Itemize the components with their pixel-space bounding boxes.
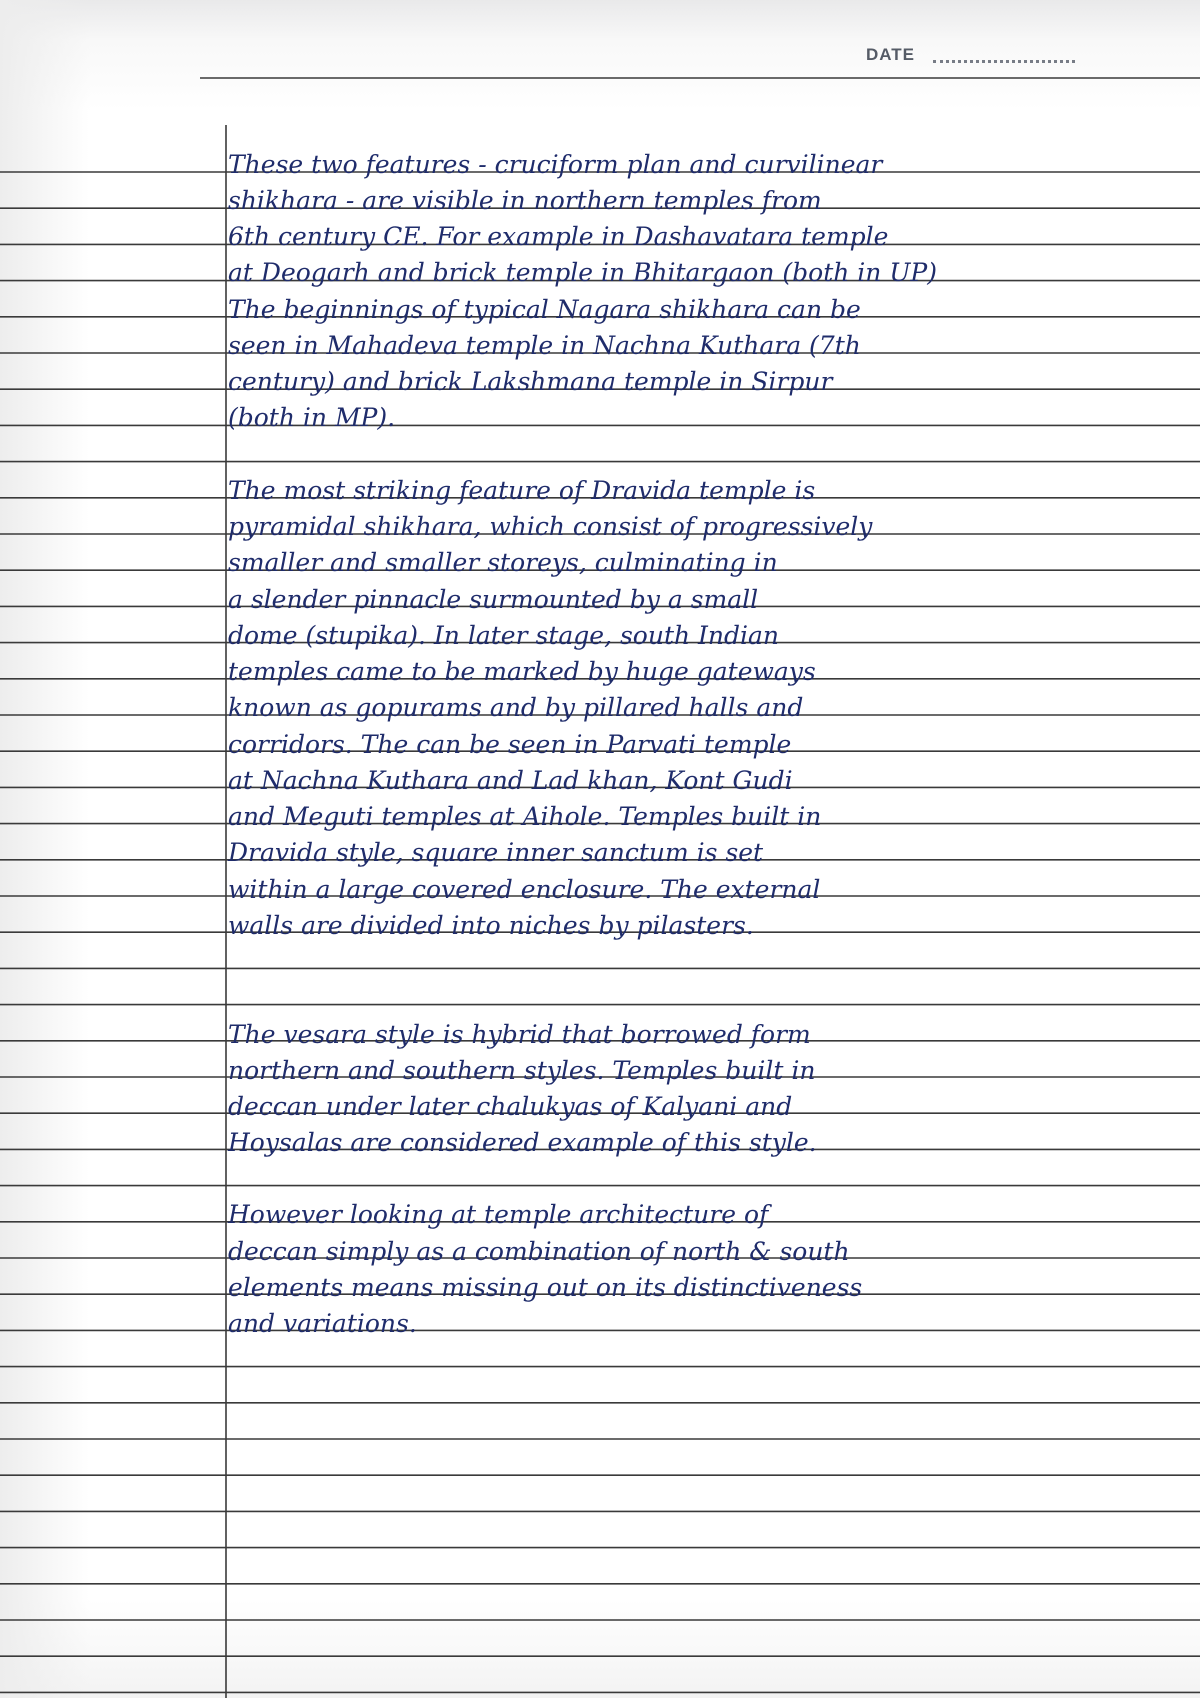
date-field[interactable] [933, 48, 1075, 63]
text-line: Dravida style, square inner sanctum is set [228, 838, 764, 867]
text-line: pyramidal shikhara, which consist of progressively [228, 512, 873, 541]
text-line: at Deogarh and brick temple in Bhitargaon (both in UP) [228, 258, 937, 287]
text-line: shikhara - are visible in northern temples from [228, 186, 822, 215]
text-line: and Meguti temples at Aihole. Temples built in [228, 802, 822, 831]
text-line: century) and brick Lakshmana temple in Sirpur [228, 367, 833, 396]
text-line: temples came to be marked by huge gateways [228, 657, 816, 686]
text-line: These two features - cruciform plan and curvilinear [228, 150, 883, 179]
text-line: The beginnings of typical Nagara shikhara can be [228, 295, 861, 324]
text-line: elements means missing out on its distinctiveness [228, 1273, 863, 1302]
text-line: a slender pinnacle surmounted by a small [228, 585, 759, 614]
text-line: The vesara style is hybrid that borrowed form [228, 1020, 811, 1049]
text-line: corridors. The can be seen in Parvati temple [228, 730, 792, 759]
text-line: deccan under later chalukyas of Kalyani and [228, 1092, 793, 1121]
text-line: walls are divided into niches by pilasters. [228, 911, 754, 940]
text-line: 6th century CE. For example in Dashavatara temple [228, 222, 889, 251]
text-line: known as gopurams and by pillared halls and [228, 693, 804, 722]
text-line: However looking at temple architecture of [228, 1200, 769, 1229]
text-line: Hoysalas are considered example of this style. [228, 1128, 817, 1157]
text-line: The most striking feature of Dravida temple is [228, 476, 816, 505]
date-label: DATE [866, 45, 916, 64]
text-line: (both in MP). [228, 403, 396, 432]
text-line: smaller and smaller storeys, culminating in [228, 548, 778, 577]
text-line: dome (stupika). In later stage, south Indian [228, 621, 780, 650]
text-line: deccan simply as a combination of north & south [228, 1237, 850, 1266]
text-line: seen in Mahadeva temple in Nachna Kuthara (7th [228, 331, 861, 360]
text-line: within a large covered enclosure. The external [228, 875, 821, 904]
text-line: at Nachna Kuthara and Lad khan, Kont Gudi [228, 766, 793, 795]
text-line: and variations. [228, 1309, 417, 1338]
text-line: northern and southern styles. Temples built in [228, 1056, 816, 1085]
